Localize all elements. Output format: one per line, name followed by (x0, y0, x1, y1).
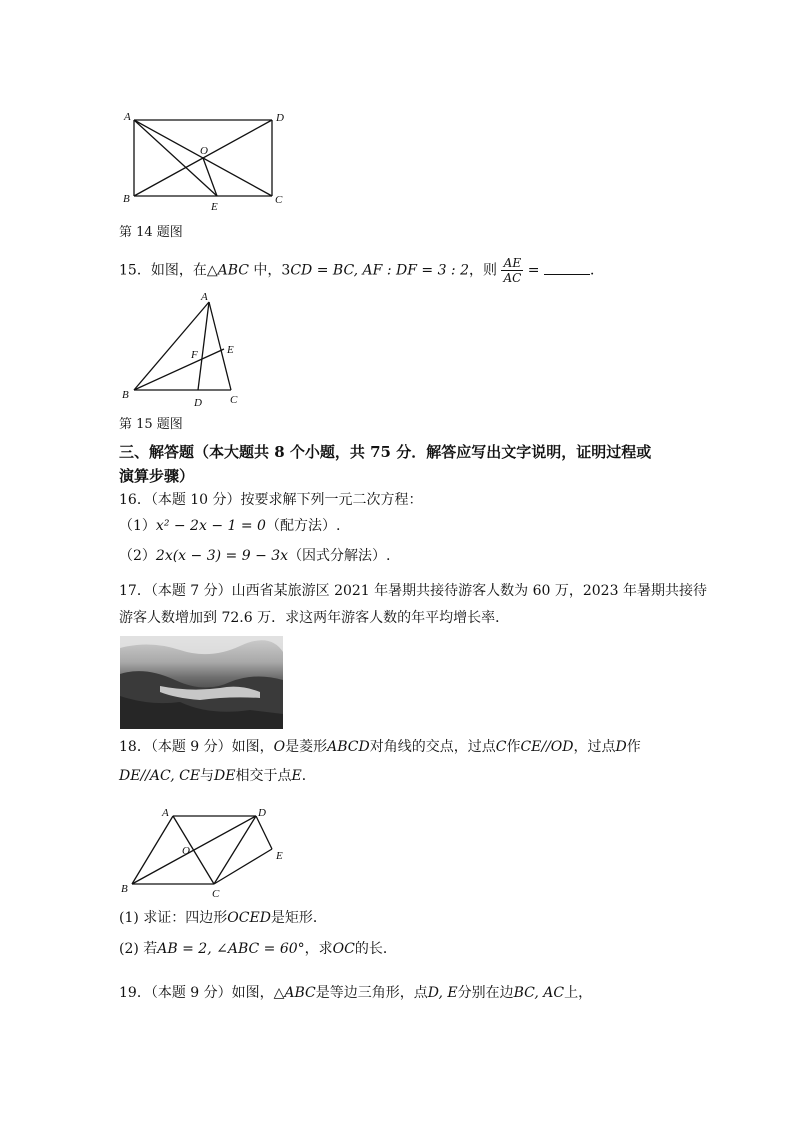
q19-bc-ac: BC, AC (513, 985, 565, 1001)
q18-text-e: ，过点 (573, 739, 616, 755)
q18-p2-text-a: (2) 若 (119, 941, 158, 957)
q16-part1-num: （1） (119, 518, 156, 534)
fig18-line-DE (256, 816, 272, 849)
q18-de: DE (214, 768, 236, 784)
q18-p1-text-b: 是矩形． (270, 910, 327, 926)
q18-abcd: ABCD (327, 739, 370, 755)
q19-text-d: 上， (564, 985, 593, 1001)
q18-part2 (119, 940, 397, 958)
q19-text-b: 是等边三角形，点 (315, 985, 428, 1001)
fig15-label-F: F (191, 349, 198, 361)
q19-abc: ABC (284, 985, 316, 1001)
fig15-line-BE (134, 349, 224, 390)
q17-line1: 17．（本题 7 分）山西省某旅游区 2021 年暑期共接待游客人数为 60 万，2023 年暑期共接待 (119, 583, 707, 599)
fig18-label-B: B (121, 883, 128, 895)
fig15-label-B: B (122, 389, 129, 401)
fig14-line-AE (134, 120, 217, 196)
q15-text (119, 256, 604, 285)
q18-text-i: ． (301, 768, 316, 784)
q18-p1-text-a: (1) 求证：四边形 (119, 910, 228, 926)
figure-14 (120, 108, 295, 214)
q18-p2-text-c: 的长． (354, 941, 397, 957)
fig15-line-AB (134, 302, 209, 390)
q19-line1 (119, 984, 592, 1002)
q15-answer-blank (544, 262, 590, 275)
q18-text-a: 18．（本题 9 分）如图， (119, 739, 274, 755)
fig18-line-DC (214, 816, 256, 884)
fig18-line-BD (132, 816, 256, 884)
q15-frac-num: AE (501, 256, 523, 271)
q15-mid: 中，3 (248, 262, 291, 279)
q15-eq: = (523, 262, 544, 279)
fig18-label-C: C (212, 888, 220, 900)
q18-p2-condition: AB = 2, ∠ABC = 60° (157, 941, 305, 957)
q18-p2-oc: OC (332, 941, 355, 957)
q15-end: ． (589, 262, 604, 279)
fig15-line-AD (198, 302, 209, 390)
q18-p2-text-b: ，求 (304, 941, 333, 957)
q16-stem: 16．（本题 10 分）按要求解下列一元二次方程： (119, 492, 423, 508)
q15-condition: CD = BC, AF : DF = 3 : 2 (290, 262, 469, 279)
q18-text-g: 与 (200, 768, 215, 784)
q16-part1-equation: x² − 2x − 1 = 0 (155, 518, 266, 534)
q18-text-b: 是菱形 (285, 739, 328, 755)
fig15-label-A: A (201, 291, 208, 303)
q18-point-e: E (291, 768, 302, 784)
fig18-label-E: E (276, 850, 283, 862)
q15-prefix: 15．如图，在△ (119, 262, 218, 279)
fig14-label-A: A (124, 111, 131, 123)
fig18-line-CE (214, 849, 272, 884)
q15-frac-den: AC (503, 271, 522, 285)
landscape-photo (120, 636, 283, 729)
q18-text-f: 作 (626, 739, 641, 755)
q19-text-c: 分别在边 (457, 985, 514, 1001)
q18-text-c: 对角线的交点，过点 (369, 739, 496, 755)
q15-then: ，则 (469, 262, 497, 279)
q17-line2: 游客人数增加到 72.6 万．求这两年游客人数的年平均增长率． (119, 610, 510, 626)
q18-de-ac: DE//AC, CE (119, 768, 201, 784)
fig15-label-C: C (230, 394, 238, 406)
figure-18 (118, 804, 293, 902)
fig18-label-D: D (258, 807, 266, 819)
q15-fraction (501, 256, 523, 285)
fig14-caption: 第 14 题图 (119, 225, 183, 240)
q16-part2-method: （因式分解法）. (288, 548, 391, 564)
q16-part2-equation: 2x(x − 3) = 9 − 3x (155, 548, 289, 564)
q16-part1-method: （配方法）. (265, 518, 341, 534)
landscape-photo-art (120, 636, 283, 729)
q18-line2 (119, 767, 316, 785)
q18-line1 (119, 738, 641, 756)
fig14-label-D: D (276, 112, 284, 124)
fig14-label-C: C (275, 194, 283, 206)
fig18-label-O: O (182, 845, 190, 857)
q18-o: O (273, 739, 286, 755)
q16-part2 (119, 547, 391, 565)
q16-part2-num: （2） (119, 548, 156, 564)
q18-point-c: C (495, 739, 507, 755)
fig14-label-B: B (123, 193, 130, 205)
q18-text-d: 作 (506, 739, 521, 755)
q18-point-d: D (615, 739, 627, 755)
fig18-label-A: A (162, 807, 169, 819)
section3-heading-line1: 三、解答题（本大题共 8 个小题，共 75 分．解答应写出文字说明，证明过程或 (119, 443, 652, 461)
q18-text-h: 相交于点 (235, 768, 292, 784)
figure-15 (118, 288, 248, 410)
q19-de: D, E (427, 985, 458, 1001)
fig15-label-D: D (194, 397, 202, 409)
fig14-label-O: O (200, 145, 208, 157)
fig14-label-E: E (211, 201, 218, 213)
fig15-caption: 第 15 题图 (119, 417, 183, 432)
fig18-line-AB (132, 816, 173, 884)
q15-abc: ABC (217, 262, 249, 279)
q18-part1 (119, 909, 327, 927)
q18-ce-od: CE//OD (520, 739, 574, 755)
section3-heading-line2: 演算步骤） (119, 467, 195, 485)
q16-part1 (119, 517, 340, 535)
fig15-label-E: E (227, 344, 234, 356)
q18-p1-oced: OCED (227, 910, 271, 926)
q19-text-a: 19．（本题 9 分）如图，△ (119, 985, 285, 1001)
